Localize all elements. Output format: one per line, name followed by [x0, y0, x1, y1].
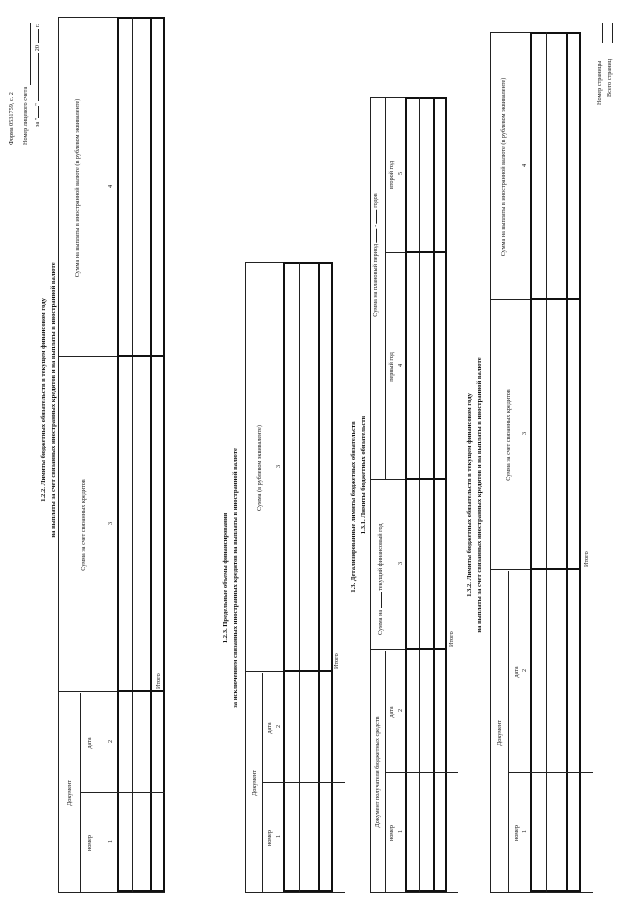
col-number: номер — [266, 829, 273, 847]
col-num-3: 3 — [275, 464, 282, 468]
col-current-year: Сумма на текущий финансовый год — [377, 523, 384, 635]
doc-header: Документ — [251, 770, 258, 796]
col-number: номер — [388, 824, 395, 842]
total-pages-label: Всего страниц — [606, 58, 613, 97]
doc-header: Документ — [496, 720, 503, 746]
col-credits: Сумма за счет связанных кредитов — [505, 389, 512, 481]
col-num-4: 4 — [521, 163, 528, 167]
col-currency: Сумма на выплаты в иностранной валюте (в рублевом эквиваленте) — [74, 98, 81, 278]
col-num-1: 1 — [107, 839, 114, 843]
col-number: номер — [86, 834, 93, 852]
account-number-line[interactable] — [30, 23, 31, 85]
col-num-4: 4 — [107, 184, 114, 188]
col-num-2: 2 — [397, 708, 404, 712]
doc-header: Документ — [66, 780, 73, 806]
col-num-1: 1 — [275, 834, 282, 838]
col-currency: Сумма на выплаты в иностранной валюте (в рублевом эквиваленте) — [500, 77, 507, 257]
section-13-title: 1.3. Детализированные лимиты бюджетных обязательств — [350, 421, 357, 593]
section-123-title: 1.2.3. Предельные объемы финансирования — [222, 512, 229, 644]
data-row[interactable] — [117, 17, 165, 892]
form-code: Форма 0531759, с. 2 — [8, 92, 15, 145]
account-number-label: Номер лицевого счета — [22, 86, 29, 145]
total-label: Итого — [448, 631, 455, 647]
col-date: дата — [513, 666, 520, 678]
page-number-label: Номер страницы — [596, 60, 603, 105]
col-date: дата — [388, 706, 395, 718]
col-credits: Сумма за счет связанных кредитов — [80, 479, 87, 571]
col-num-1: 1 — [521, 829, 528, 833]
page-number-line[interactable] — [602, 23, 603, 43]
col-num-3: 3 — [107, 521, 114, 525]
data-row[interactable] — [283, 262, 333, 892]
col-num-2: 2 — [275, 724, 282, 728]
col-num-1: 1 — [397, 829, 404, 833]
section-132-subtitle: на выплаты за счет связанных иностранных кредитов и на выплаты в иностранной валюте — [476, 357, 483, 633]
total-label: Итого — [583, 551, 590, 567]
col-num-2: 2 — [521, 668, 528, 672]
col-date: дата — [86, 737, 93, 749]
data-row[interactable] — [530, 32, 581, 892]
section-122-title: 1.2.2. Лимиты бюджетных обязательств в текущем финансовом году — [40, 298, 47, 502]
col-first-year: первый год — [388, 352, 395, 382]
col-num-5: 5 — [397, 171, 404, 175]
section-122-subtitle: на выплаты за счет связанных иностранных кредитов и на выплаты в иностранной валюте — [50, 262, 57, 538]
total-label: Итого — [155, 673, 162, 689]
col-date: дата — [266, 722, 273, 734]
col-number: номер — [513, 824, 520, 842]
col-num-3: 3 — [397, 561, 404, 565]
col-num-4: 4 — [397, 363, 404, 367]
col-num-3: 3 — [521, 431, 528, 435]
doc-header: Документ получателя бюджетных средств — [374, 716, 381, 828]
col-second-year: второй год — [388, 161, 395, 189]
section-132-title: 1.3.2. Лимиты бюджетных обязательств в текущем финансовом году — [466, 393, 473, 597]
col-num-2: 2 — [107, 739, 114, 743]
total-pages-line[interactable] — [612, 23, 613, 43]
report-date: за ""20г. — [34, 23, 41, 127]
col-sum: Сумма (в рублевом эквиваленте) — [256, 425, 263, 511]
section-131-title: 1.3.1. Лимиты бюджетных обязательств — [360, 415, 367, 535]
col-plan-period: Сумма на плановый период - годов — [372, 193, 379, 317]
section-123-subtitle: за исключением связанных иностранных кредитов на выплаты в иностранной валюте — [232, 448, 239, 708]
total-label: Итого — [333, 653, 340, 669]
